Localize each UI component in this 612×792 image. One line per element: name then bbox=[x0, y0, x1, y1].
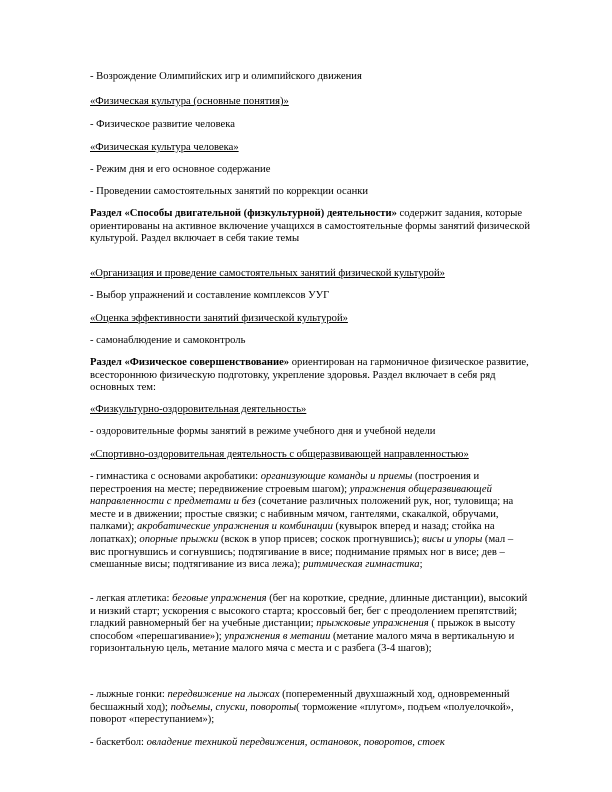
text-run: ( прыжок в высоту способом «перешагивание»); bbox=[90, 618, 516, 642]
section-paragraph bbox=[90, 208, 530, 246]
text-run: - легкая атлетика: bbox=[90, 593, 173, 604]
text-line: - Проведении самостоятельных занятий по коррекции осанки bbox=[90, 186, 369, 197]
italic-run: висы и упоры bbox=[422, 533, 483, 545]
italic-run: упражнения в метании bbox=[224, 630, 331, 642]
text-line: - самонаблюдение и самоконтроль bbox=[90, 335, 246, 346]
topic-heading: «Физкультурно-оздоровительная деятельность» bbox=[90, 404, 307, 415]
gymnastics-paragraph bbox=[90, 471, 530, 572]
italic-run: упражнения общеразвивающей направленности с предметами и без bbox=[90, 483, 492, 508]
italic-run: подъемы, спуски, повороты bbox=[170, 701, 297, 713]
athletics-paragraph bbox=[90, 593, 530, 656]
italic-run: опорные прыжки bbox=[139, 533, 219, 545]
section-heading: Раздел «Способы двигательной (физкультурной) деятельности» bbox=[90, 208, 397, 219]
text-line: - оздоровительные формы занятий в режиме учебного дня и учебной недели bbox=[90, 426, 436, 437]
italic-run: овладение техникой передвижения, остановок, поворотов, стоек bbox=[146, 737, 445, 748]
text-line: - Физическое развитие человека bbox=[90, 119, 235, 130]
text-run: - гимнастика с основами акробатики: bbox=[90, 471, 261, 482]
text-line: - Возрождение Олимпийских игр и олимпийского движения bbox=[90, 71, 362, 82]
topic-heading: «Физическая культура (основные понятия)» bbox=[90, 96, 289, 107]
section-text: ориентирован на гармоничное физическое развитие, всестороннюю физическую подготовку, укрепление здоровья. Раздел включает в себя ряд основных тем: bbox=[90, 357, 529, 394]
text-run: ( торможение «плугом», подъем «полуелочкой», поворот «переступанием»); bbox=[90, 701, 514, 726]
italic-run: ритмическая гимнастика bbox=[303, 559, 420, 571]
italic-run: беговые упражнения bbox=[172, 593, 267, 604]
italic-run: передвижение на лыжах bbox=[167, 689, 280, 700]
text-run: (кувырок вперед и назад; стойка на лопатках); bbox=[90, 521, 495, 545]
text-run: - баскетбол: bbox=[90, 737, 147, 748]
italic-run: акробатические упражнения и комбинации bbox=[136, 521, 333, 533]
section-text: содержит задания, которые ориентированы на активное включение учащихся в самостоятельные формы занятий физической культурой. Раздел включает в себя такие темы bbox=[90, 208, 531, 245]
text-run: (сочетание различных положений рук, ног, туловища; на месте и в движении; простые связки; с набивным мячом, гантелями, скакалкой, обручами, палками); bbox=[90, 496, 514, 533]
section-paragraph bbox=[90, 357, 530, 395]
section-heading: Раздел «Физическое совершенствование» bbox=[90, 357, 290, 368]
topic-heading: «Спортивно-оздоровительная деятельность с общеразвивающей направленностью» bbox=[90, 449, 469, 460]
topic-heading: «Оценка эффективности занятий физической культурой» bbox=[90, 313, 348, 324]
italic-run: прыжковые упражнения bbox=[316, 618, 429, 630]
text-run: - лыжные гонки: bbox=[90, 689, 168, 700]
italic-run: организующие команды и приемы bbox=[260, 471, 413, 482]
text-run: ; bbox=[419, 559, 423, 571]
text-run: (мал – вис прогнувшись и согнувшись; подтягивание в висе; поднимание прямых ног в висе; дев – смешанные висы; подтягивание из виса лежа); bbox=[90, 533, 514, 571]
text-run: (вскок в упор присев; соскок прогнувшись); bbox=[218, 533, 423, 545]
topic-heading: «Организация и проведение самостоятельных занятий физической культурой» bbox=[90, 268, 445, 279]
ski-paragraph bbox=[90, 689, 530, 727]
text-run: (бег на короткие, средние, длинные дистанции), высокий и низкий старт; ускорения с высокого старта; кроссовый бег, бег с преодолением препятствий; гладкий равномерный бег на учебные дистанции; bbox=[90, 593, 528, 630]
topic-heading: «Физическая культура человека» bbox=[90, 142, 239, 153]
text-line: - Выбор упражнений и составление комплексов УУГ bbox=[90, 290, 330, 301]
text-run: (метание малого мяча в вертикальную и горизонтальную цель, метание малого мяча с места и с разбега (3-4 шагов); bbox=[90, 630, 515, 655]
basketball-paragraph bbox=[90, 737, 530, 750]
text-run: (построения и перестроения на месте; передвижение строевым шагом); bbox=[90, 471, 480, 495]
text-line: - Режим дня и его основное содержание bbox=[90, 164, 271, 175]
text-run: (попеременный двухшажный ход, одновременный бесшажный ход); bbox=[90, 689, 510, 713]
